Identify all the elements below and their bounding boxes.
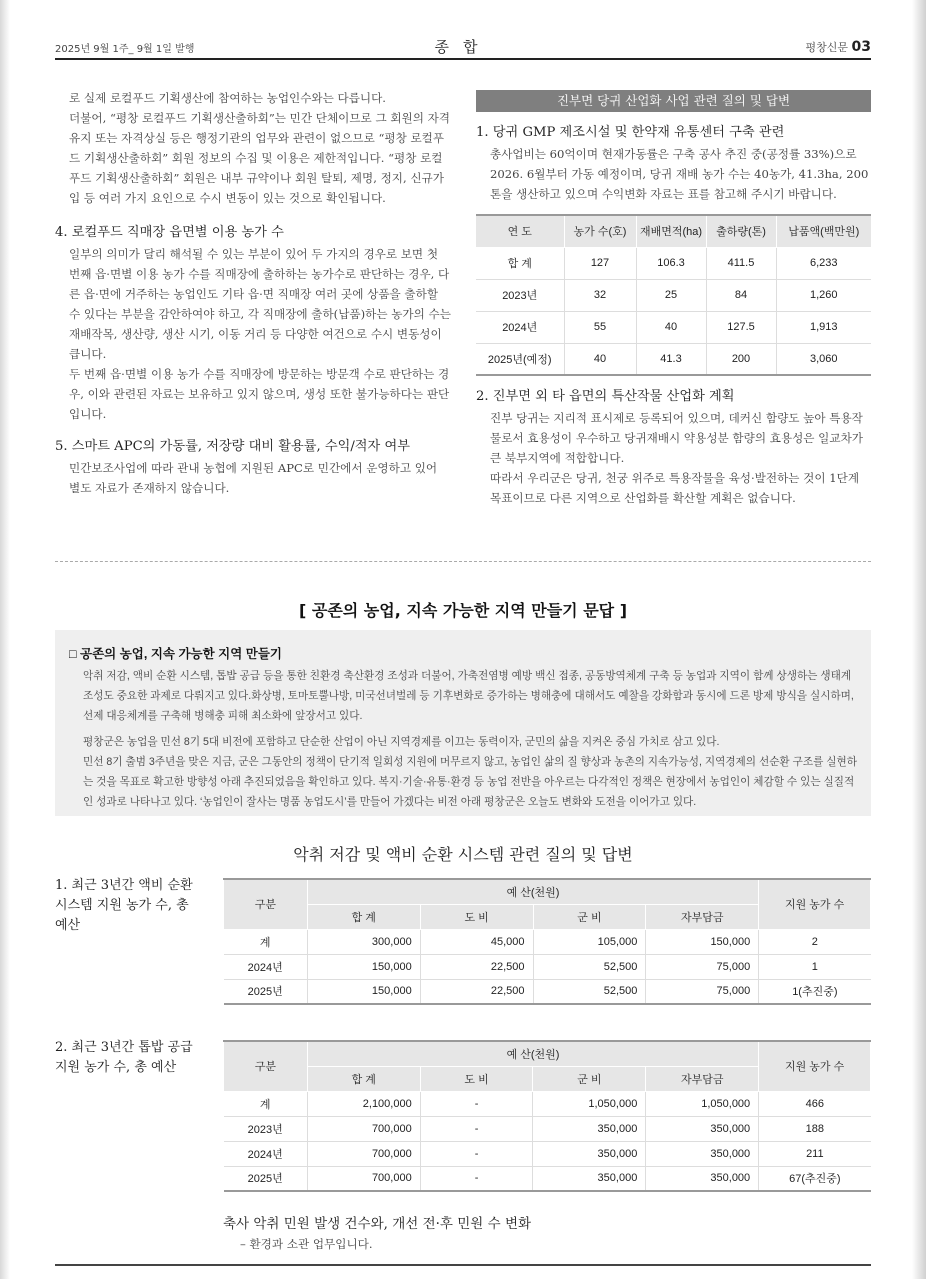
table-cell: 1 — [759, 954, 871, 979]
forum-para-2: 평창군은 농업을 민선 8기 5대 비전에 포함하고 단순한 산업이 아닌 지역경제를 이끄는 동력이자, 군민의 삶을 지켜온 중심 가치로 삼고 있다. — [83, 736, 720, 748]
forum-para-3: 민선 8기 출범 3주년을 맞은 지금, 군은 그동안의 정책이 단기적 일회성 지원에 머무르지 않고, 농업인 삶의 질 향상과 농촌의 지속가능성, 지역경제의 선순환 구조를 실현하는 것을 목표로 확고한 방향성 아래 추진되었음을 확인하고 있다. 복지·기술·유통·환경 등 농업 전반을 아우르는 다각적인 정책은 현장에서 농업인이 체감할 수 있는 실질적인 성과로 나타나고 있다. ‘농업인이 잘사는 명품 농업도시’를 만들어 가겠다는 비전 아래 평창군은 오늘도 변화와 도전을 이어가고 있다. — [83, 756, 857, 808]
table-cell: 계 — [224, 1091, 308, 1116]
table-cell: 150,000 — [646, 929, 759, 954]
table-cell: 25 — [636, 279, 706, 311]
table-row — [224, 1166, 871, 1191]
header-cell: 도 비 — [420, 904, 533, 929]
table-row — [224, 1141, 871, 1166]
header-cell: 출하량(톤) — [706, 215, 776, 247]
table-cell: 466 — [759, 1091, 871, 1116]
table-cell: 22,500 — [420, 954, 533, 979]
table-cell: 52,500 — [533, 954, 646, 979]
table-cell: 41.3 — [636, 343, 706, 375]
table-cell: 40 — [636, 311, 706, 343]
table-cell: 188 — [759, 1116, 871, 1141]
header-cell: 예 산(천원) — [307, 879, 758, 904]
table-cell: 2023년 — [224, 1116, 308, 1141]
table-cell: 55 — [564, 311, 636, 343]
header-cell: 합 계 — [307, 904, 420, 929]
table-cell: 52,500 — [533, 979, 646, 1004]
table-cell: 1,913 — [776, 311, 871, 343]
table-cell: 350,000 — [533, 1116, 646, 1141]
section-name: 종합 — [434, 38, 492, 56]
odor-q3-answer: – 환경과 소관 업무입니다. — [240, 1237, 373, 1251]
q4-heading: 4. 로컬푸드 직매장 읍면별 이용 농가 수 — [55, 225, 284, 240]
table-cell: 1,050,000 — [646, 1091, 759, 1116]
odor-q2-label: 2. 최근 3년간 톱밥 공급 지원 농가 수, 총 예산 — [55, 1040, 193, 1075]
right-q1-heading: 1. 당귀 GMP 제조시설 및 한약재 유통센터 구축 관련 — [476, 125, 785, 140]
table-cell: 127 — [564, 247, 636, 279]
page-number: 03 — [851, 39, 871, 55]
table-cell: 700,000 — [307, 1141, 420, 1166]
odor-section-title: 악취 저감 및 액비 순환 시스템 관련 질의 및 답변 — [293, 845, 633, 864]
table-row — [224, 1116, 871, 1141]
table-cell: 350,000 — [646, 1141, 759, 1166]
left-para-2: 더불어, “평창 로컬푸드 기획생산출하회”는 민간 단체이므로 그 회원의 자격유지 또는 자격상실 등은 행정기관의 업무와 관련이 없으므로 “평창 로컬푸드 기획생산출하회” 회원 정보의 수집 및 이용은 제한적입니다. “평창 로컬푸드 기획생산출하회” 회원은 내부 규약이나 회원 탈퇴, 제명, 정지, 신규가입 등 여러 가지 요인으로 수시 변동이 있는 것으로 확인됩니다. — [69, 111, 451, 205]
table-cell: - — [420, 1166, 533, 1191]
table-cell: 105,000 — [533, 929, 646, 954]
page-edge-shadow-right — [912, 0, 926, 1279]
table-cell: - — [420, 1116, 533, 1141]
table-cell: 2024년 — [476, 311, 564, 343]
table-cell: 1(추진중) — [759, 979, 871, 1004]
header-cell: 군 비 — [533, 1066, 646, 1091]
table-cell: 2024년 — [224, 954, 308, 979]
table-cell: 106.3 — [636, 247, 706, 279]
table-cell: 2025년 — [224, 1166, 308, 1191]
header-cell: 재배면적(ha) — [636, 215, 706, 247]
page-header — [55, 36, 871, 60]
table-cell: 40 — [564, 343, 636, 375]
header-cell: 구분 — [224, 1041, 308, 1091]
sawdust-table — [223, 1040, 871, 1192]
header-cell: 군 비 — [533, 904, 646, 929]
header-cell: 납품액(백만원) — [776, 215, 871, 247]
table-cell: 1,260 — [776, 279, 871, 311]
header-cell: 자부담금 — [646, 1066, 759, 1091]
table-cell: 700,000 — [307, 1116, 420, 1141]
right-q1-answer: 총사업비는 60억이며 현재가동률은 구축 공사 추진 중(공정률 33%)으로 2026. 6월부터 가동 예정이며, 당귀 재배 농가 수는 40농가, 41.3ha, 200톤을 생산하고 있으며 수익변화 자료는 표를 참고해 주시기 바랍니다. — [490, 147, 869, 201]
table-cell: 211 — [759, 1141, 871, 1166]
table-row — [224, 954, 871, 979]
table-cell: 350,000 — [533, 1166, 646, 1191]
table-cell: 45,000 — [420, 929, 533, 954]
table-cell: 300,000 — [307, 929, 420, 954]
q4-answer-1: 일부의 의미가 달리 해석될 수 있는 부분이 있어 두 가지의 경우로 보면 첫 번째 읍·면별 이용 농가 수를 직매장에 출하하는 농가수로 판단하는 경우, 다른 읍·면에 거주하는 농업인도 기타 읍·면 직매장 여러 곳에 상품을 출하할 수 있다는 부분을 감안하여야 하고, 각 직매장에 출하(납품)하는 농가의 수는 재배작목, 생산량, 생산 시기, 이동 거리 등 다양한 여건으로 수시 변동성이 큽니다. — [69, 247, 451, 361]
q5-heading: 5. 스마트 APC의 가동률, 저장량 대비 활용률, 수익/적자 여부 — [55, 439, 410, 454]
table-cell: 1,050,000 — [533, 1091, 646, 1116]
table-cell: 350,000 — [646, 1166, 759, 1191]
header-cell: 지원 농가 수 — [759, 1041, 871, 1091]
table-cell: 67(추진중) — [759, 1166, 871, 1191]
q5-answer: 민간보조사업에 따라 관내 농협에 지원된 APC로 민간에서 운영하고 있어 별도 자료가 존재하지 않습니다. — [69, 461, 438, 495]
table-cell: 75,000 — [646, 954, 759, 979]
header-cell: 자부담금 — [646, 904, 759, 929]
table-cell: 22,500 — [420, 979, 533, 1004]
table-cell: 411.5 — [706, 247, 776, 279]
table-row — [476, 343, 871, 375]
page-edge-shadow-left — [0, 0, 10, 1279]
table-cell: 2024년 — [224, 1141, 308, 1166]
table-row — [224, 1091, 871, 1116]
table-row — [224, 979, 871, 1004]
table-cell: 84 — [706, 279, 776, 311]
paper-name: 평창신문 — [805, 41, 849, 54]
table-cell: 2 — [759, 929, 871, 954]
table-row — [224, 929, 871, 954]
table-cell: 2025년 — [224, 979, 308, 1004]
table-cell: - — [420, 1141, 533, 1166]
page-bottom-rule — [55, 1264, 871, 1266]
right-q2-heading: 2. 진부면 외 타 읍면의 특산작물 산업화 계획 — [476, 389, 735, 404]
odor-q1-label: 1. 최근 3년간 액비 순환 시스템 지원 농가 수, 총 예산 — [55, 878, 193, 933]
right-q2-answer-2: 따라서 우리군은 당귀, 천궁 위주로 특용작물을 육성·발전하는 것이 1단계 목표이므로 다른 지역으로 산업화를 확산할 계획은 없습니다. — [490, 471, 860, 505]
forum-box — [55, 630, 871, 816]
table-cell: 2023년 — [476, 279, 564, 311]
header-cell: 지원 농가 수 — [759, 879, 871, 929]
liquid-manure-table — [223, 878, 871, 1005]
table-cell: 75,000 — [646, 979, 759, 1004]
table-header-row — [224, 879, 871, 904]
table-cell: 350,000 — [646, 1116, 759, 1141]
table-cell: 350,000 — [533, 1141, 646, 1166]
right-column-bottom — [476, 386, 871, 508]
right-section-title: 진부면 당귀 산업화 사업 관련 질의 및 답변 — [476, 90, 871, 112]
header-cell: 도 비 — [420, 1066, 533, 1091]
forum-box-heading: □ 공존의 농업, 지속 가능한 지역 만들기 — [69, 647, 282, 661]
header-cell: 농가 수(호) — [564, 215, 636, 247]
table-row — [476, 279, 871, 311]
table-cell: 합 계 — [476, 247, 564, 279]
angelica-table — [476, 214, 871, 376]
table-cell: 700,000 — [307, 1166, 420, 1191]
table-header-row — [224, 1041, 871, 1066]
odor-q3-heading: 축사 악취 민원 발생 건수와, 개선 전·후 민원 수 변화 — [223, 1216, 532, 1232]
table-row — [476, 311, 871, 343]
table-cell: 32 — [564, 279, 636, 311]
table-cell: 200 — [706, 343, 776, 375]
table-cell: 127.5 — [706, 311, 776, 343]
issue-date: 2025년 9월 1주_ 9월 1일 발행 — [55, 44, 195, 55]
header-cell: 예 산(천원) — [307, 1041, 758, 1066]
header-cell: 연 도 — [476, 215, 564, 247]
table-cell: 6,233 — [776, 247, 871, 279]
right-q2-answer-1: 진부 당귀는 지리적 표시제로 등록되어 있으며, 데커신 함량도 높아 특용작물로서 효용성이 우수하고 당귀재배시 약용성분 함량의 효용성은 일교차가 큰 북부지역에 적합합니다. — [490, 411, 863, 465]
angelica-table-header — [476, 215, 871, 247]
table-cell: 2,100,000 — [307, 1091, 420, 1116]
table-cell: 150,000 — [307, 954, 420, 979]
q4-answer-2: 두 번째 읍·면별 이용 농가 수를 직매장에 방문하는 방문객 수로 판단하는 경우, 이와 관련된 자료는 보유하고 있지 않으며, 생성 또한 불가능하다는 판단입니다. — [69, 367, 450, 421]
table-cell: 150,000 — [307, 979, 420, 1004]
header-cell: 구분 — [224, 879, 308, 929]
left-para-1: 로 실제 로컬푸드 기획생산에 참여하는 농업인수와는 다릅니다. — [69, 91, 386, 105]
table-cell: 계 — [224, 929, 308, 954]
table-cell: 3,060 — [776, 343, 871, 375]
table-cell: 2025년(예정) — [476, 343, 564, 375]
forum-title: [ 공존의 농업, 지속 가능한 지역 만들기 문답 ] — [298, 601, 628, 620]
right-column-top — [476, 122, 871, 204]
table-cell: - — [420, 1091, 533, 1116]
table-row — [476, 247, 871, 279]
forum-para-1: 악취 저감, 액비 순환 시스템, 톱밥 공급 등을 통한 친환경 축산환경 조성과 더불어, 가축전염병 예방 백신 접종, 공동방역체계 구축 등 농업과 지역이 함께 상생하는 생태계 조성도 중요한 과제로 다뤄지고 있다.화상병, 토마토뿔나방, 미국선녀벌레 등 기후변화로 증가하는 병해충에 대해서도 예찰을 강화함과 동시에 드론 방제 방식을 실시하며, 선제 대응체계를 구축해 병해충 피해 최소화에 앞장서고 있다. — [83, 670, 854, 722]
left-column — [55, 88, 451, 498]
section-divider — [55, 561, 871, 562]
paper-name-page — [806, 39, 872, 55]
header-cell: 합 계 — [307, 1066, 420, 1091]
